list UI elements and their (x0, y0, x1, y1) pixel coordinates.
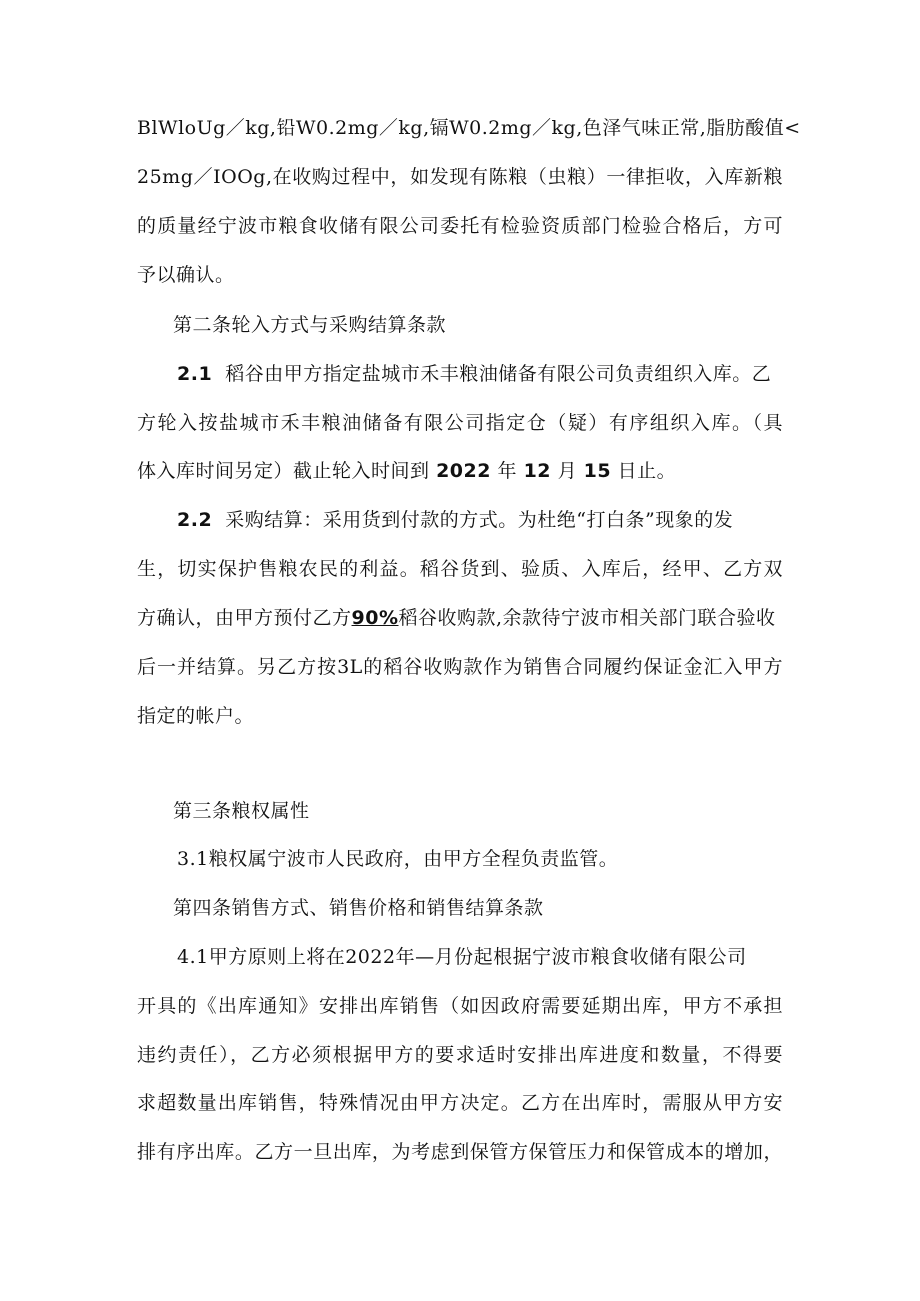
section-3-heading: 第三条粮权属性 (173, 800, 310, 822)
clause-2-1-number: 2.1 (177, 363, 213, 385)
paragraph-1-line-4: 予以确认。 (137, 264, 235, 286)
month-char: 月 (557, 460, 578, 482)
clause-2-1-line-1 (177, 359, 771, 389)
section-2-heading: 第二条轮入方式与采购结算条款 (173, 314, 447, 336)
clause-2-2-line-5: 指定的帐户。 (137, 705, 255, 727)
section-4-heading: 第四条销售方式、销售价格和销售结算条款 (173, 897, 544, 919)
clause-3-1: 3.1粮权属宁波市人民政府，由甲方全程负责监管。 (177, 848, 619, 870)
clause-2-1-line-2: 方轮入按盐城市禾丰粮油储备有限公司指定仓（疑）有序组织入库。（具 (137, 412, 783, 434)
clause-2-2-text: 采购结算：采用货到付款的方式。为杜绝“打白条”现象的发 (225, 509, 734, 531)
clause-2-1-line-3 (137, 456, 676, 486)
deadline-year: 2022 (436, 460, 491, 482)
deadline-day: 15 (583, 460, 612, 482)
clause-2-2-line-3 (137, 603, 776, 633)
year-char: 年 (497, 460, 518, 482)
paragraph-1-line-2: 25mg／IOOg,在收购过程中，如发现有陈粮（虫粮）一律拒收，入库新粮 (137, 166, 783, 188)
paragraph-1-line-3: 的质量经宁波市粮食收储有限公司委托有检验资质部门检验合格后，方可 (137, 215, 783, 237)
clause-2-2-line-3a: 方确认，由甲方预付乙方 (137, 607, 352, 629)
clause-2-1-text: 稻谷由甲方指定盐城市禾丰粮油储备有限公司负责组织入库。乙 (225, 363, 772, 385)
deadline-month: 12 (523, 460, 552, 482)
paragraph-1-line-1: BlWloUg／kg,铅W0.2mg／kg,镉W0.2mg／kg,色泽气味正常,脂肪酸值< (137, 117, 801, 139)
clause-2-1-line-3-text: 体入库时间另定）截止轮入时间到 (137, 460, 430, 482)
clause-2-2-line-3b: 稻谷收购款,余款待宁波市相关部门联合验收 (398, 607, 776, 629)
clause-2-2-line-4: 后一并结算。另乙方按3L的稻谷收购款作为销售合同履约保证金汇入甲方 (137, 656, 783, 678)
prepayment-percentage: 90% (351, 607, 399, 629)
clause-4-1-line-1: 4.1甲方原则上将在2022年—月份起根据宁波市粮食收储有限公司 (177, 946, 747, 968)
clause-4-1-line-5: 排有序出库。乙方一旦出库，为考虑到保管方保管压力和保管成本的增加， (137, 1141, 783, 1163)
clause-4-1-line-2: 开具的《出库通知》安排出库销售（如因政府需要延期出库，甲方不承担 (137, 995, 783, 1017)
clause-2-2-line-2: 生，切实保护售粮农民的利益。稻谷货到、验质、入库后，经甲、乙方双 (137, 558, 783, 580)
day-char: 日止。 (617, 460, 677, 482)
clause-2-2-line-1 (177, 505, 733, 535)
clause-4-1-line-3: 违约责任），乙方必须根据甲方的要求适时安排出库进度和数量，不得要 (137, 1044, 783, 1066)
clause-2-2-number: 2.2 (177, 509, 213, 531)
clause-4-1-line-4: 求超数量出库销售，特殊情况由甲方决定。乙方在出库时，需服从甲方安 (137, 1092, 783, 1114)
